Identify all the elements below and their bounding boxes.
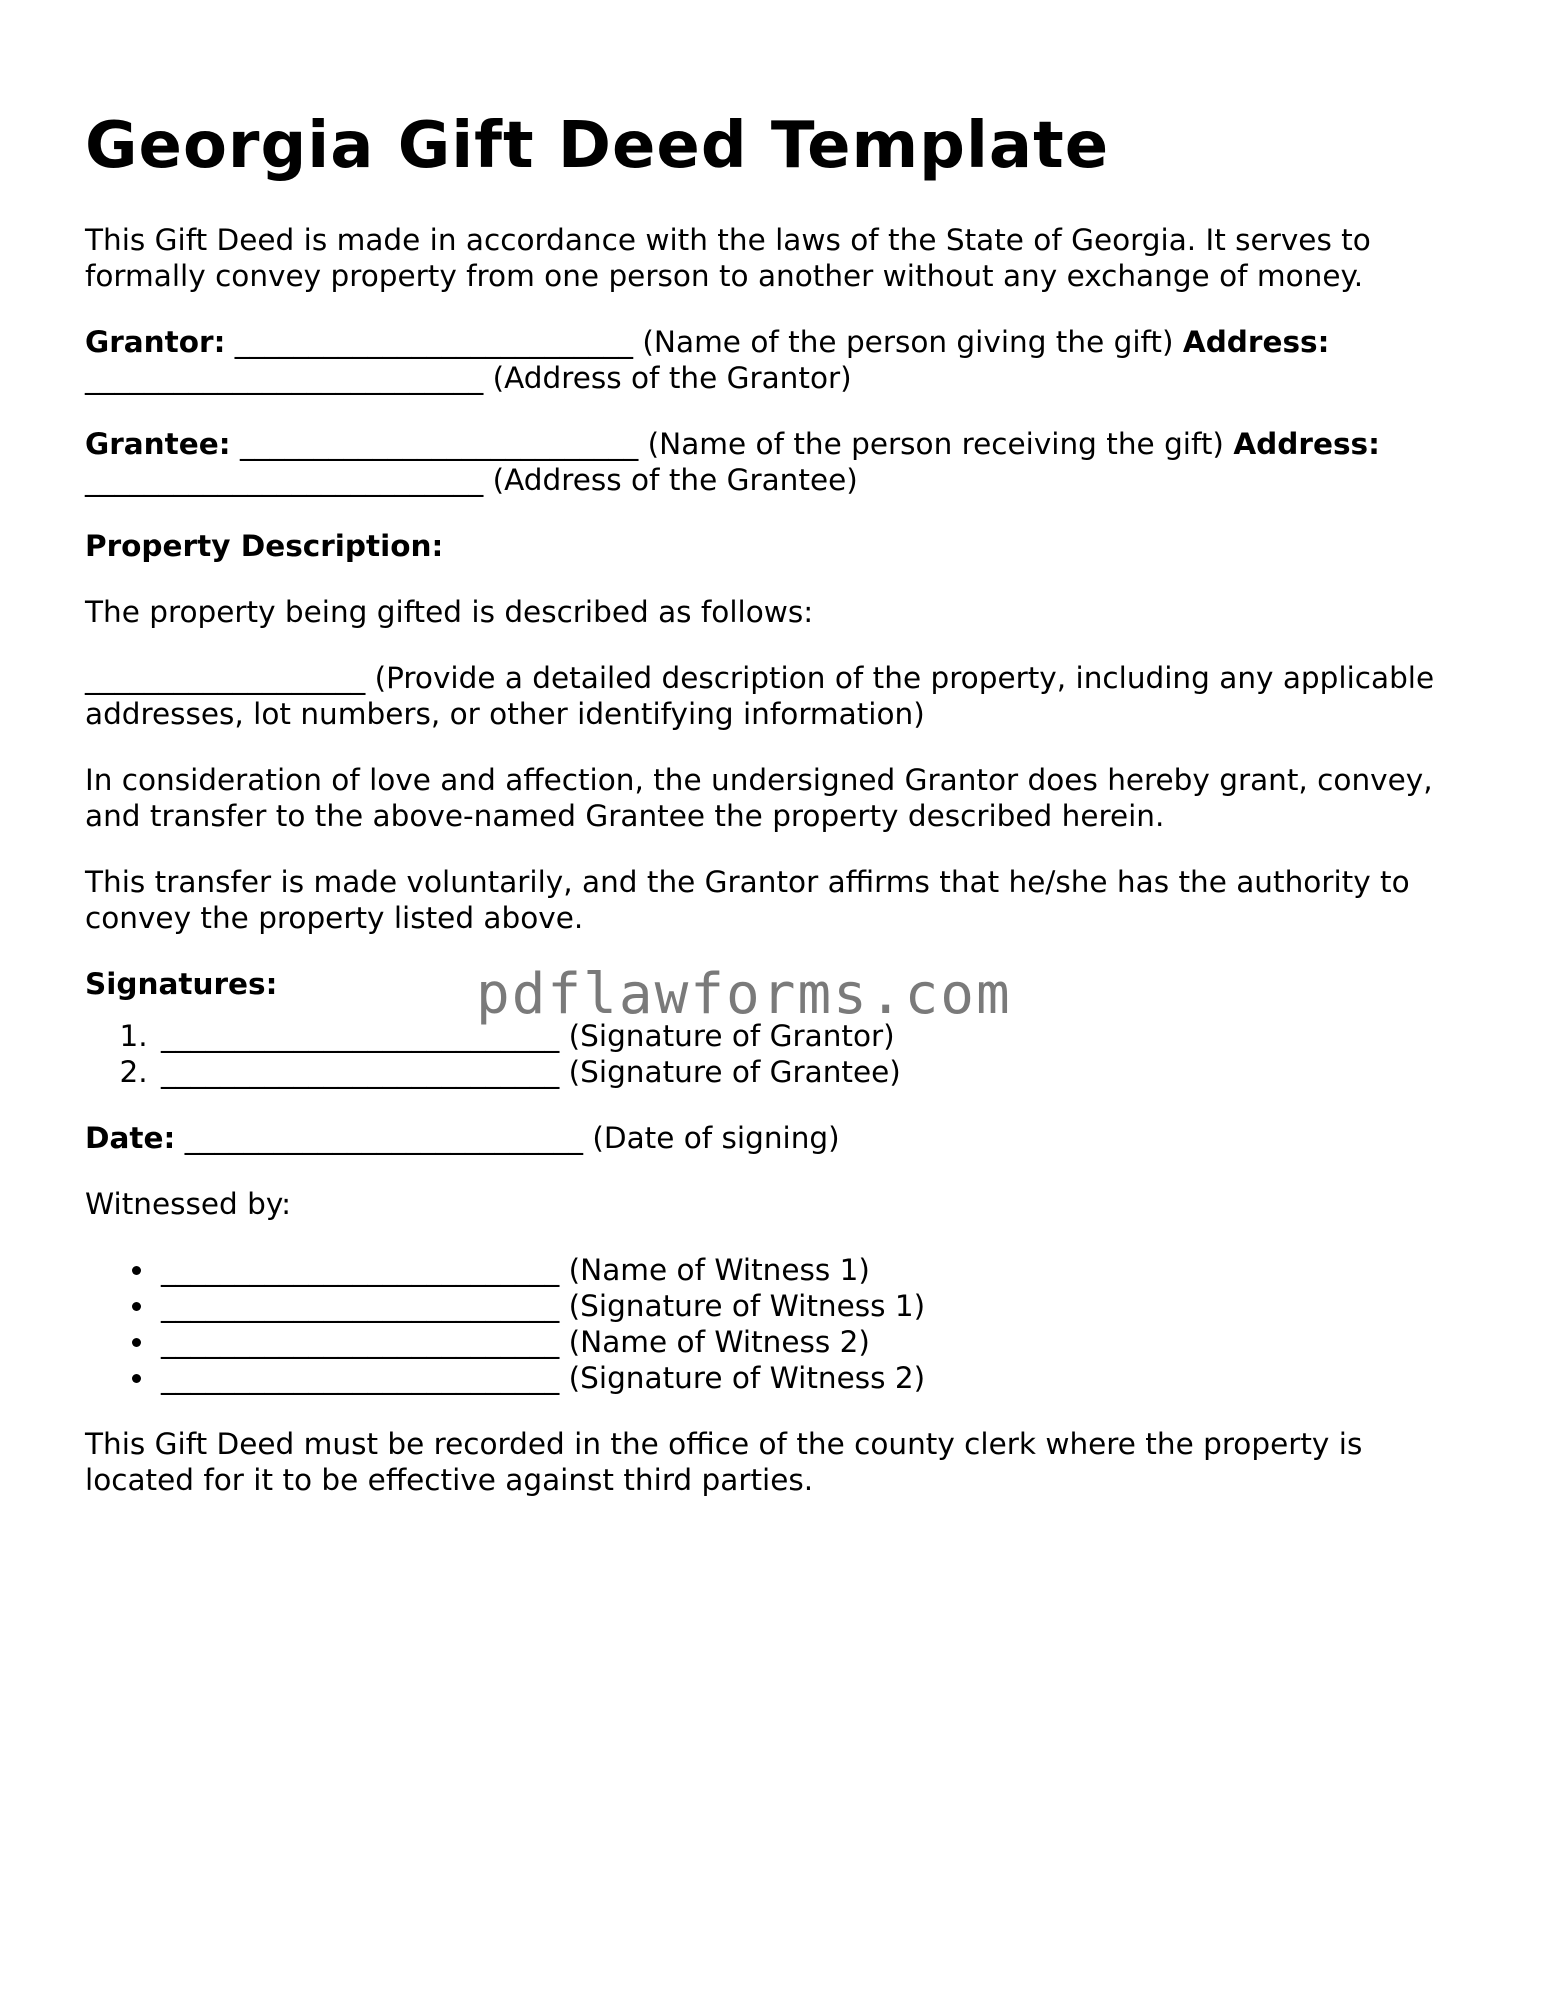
grantor-address-hint: (Address of the Grantor) [492, 361, 852, 395]
grantor-address-label: Address: [1182, 325, 1330, 359]
witness-item [157, 1324, 1465, 1360]
grantor-name-blank[interactable]: ___________________________ [234, 325, 634, 359]
witness-item [157, 1288, 1465, 1324]
property-intro: The property being gifted is described as follows: [85, 595, 814, 629]
grantor-address-blank[interactable]: ___________________________ [85, 361, 484, 395]
grantee-signature-blank[interactable]: ___________________________ [161, 1055, 560, 1089]
witness-2-signature-hint: (Signature of Witness 2) [568, 1361, 926, 1395]
property-description [85, 660, 1465, 732]
date-blank[interactable]: ___________________________ [184, 1121, 583, 1155]
closing-paragraph: This Gift Deed must be recorded in the office of the county clerk where the property is located for it to be effective against third parties. [85, 1427, 1363, 1497]
witness-item [157, 1252, 1465, 1288]
intro-paragraph: This Gift Deed is made in accordance with the laws of the State of Georgia. It serves to formally convey property from one person to another without any exchange of money. [85, 223, 1371, 293]
grantor-section [85, 324, 1465, 396]
watermark: pdflawforms.com [476, 962, 1012, 1027]
witness-1-signature-hint: (Signature of Witness 1) [568, 1289, 926, 1323]
signature-item [157, 1054, 1465, 1090]
witness-2-name-hint: (Name of Witness 2) [568, 1325, 870, 1359]
date-label: Date: [85, 1121, 176, 1155]
grantee-address-blank[interactable]: ___________________________ [85, 463, 484, 497]
grantee-name-hint: (Name of the person receiving the gift) [647, 427, 1224, 461]
signatures-list [85, 1018, 1465, 1090]
grantee-name-blank[interactable]: ___________________________ [239, 427, 639, 461]
witness-1-name-hint: (Name of Witness 1) [568, 1253, 870, 1287]
property-heading-text: Property Description: [85, 529, 444, 563]
witness-1-name-blank[interactable]: ___________________________ [161, 1253, 560, 1287]
consideration-paragraph: In consideration of love and affection, the undersigned Grantor does hereby grant, convey, and transfer to the above-named Grantee the property described herein. [85, 763, 1433, 833]
witness-item [157, 1360, 1465, 1396]
witness-2-signature-blank[interactable]: ___________________________ [161, 1361, 560, 1395]
grantor-signature-hint: (Signature of Grantor) [568, 1019, 895, 1053]
property-description-blank[interactable]: ___________________ [85, 661, 366, 695]
witnesses-list [85, 1252, 1465, 1396]
witness-1-signature-blank[interactable]: ___________________________ [161, 1289, 560, 1323]
property-heading [85, 528, 1465, 564]
signatures-heading-text: Signatures: [85, 967, 278, 1001]
grantee-address-hint: (Address of the Grantee) [492, 463, 858, 497]
grantor-signature-blank[interactable]: ___________________________ [161, 1019, 560, 1053]
grantor-label: Grantor: [85, 325, 226, 359]
date-section [85, 1120, 1465, 1156]
date-hint: (Date of signing) [592, 1121, 840, 1155]
document-page [85, 108, 1465, 1528]
grantee-label: Grantee: [85, 427, 231, 461]
grantor-name-hint: (Name of the person giving the gift) [642, 325, 1174, 359]
witnessed-by-label: Witnessed by: [85, 1187, 292, 1221]
voluntary-paragraph: This transfer is made voluntarily, and the Grantor affirms that he/she has the authority to convey the property listed above. [85, 865, 1410, 935]
witness-2-name-blank[interactable]: ___________________________ [161, 1325, 560, 1359]
page-title: Georgia Gift Deed Template [85, 109, 1110, 183]
property-description-hint: (Provide a detailed description of the property, including any applicable addresses, lot numbers, or other identifying information) [85, 661, 1435, 731]
grantee-section [85, 426, 1465, 498]
grantee-signature-hint: (Signature of Grantee) [568, 1055, 901, 1089]
grantee-address-label: Address: [1233, 427, 1380, 461]
